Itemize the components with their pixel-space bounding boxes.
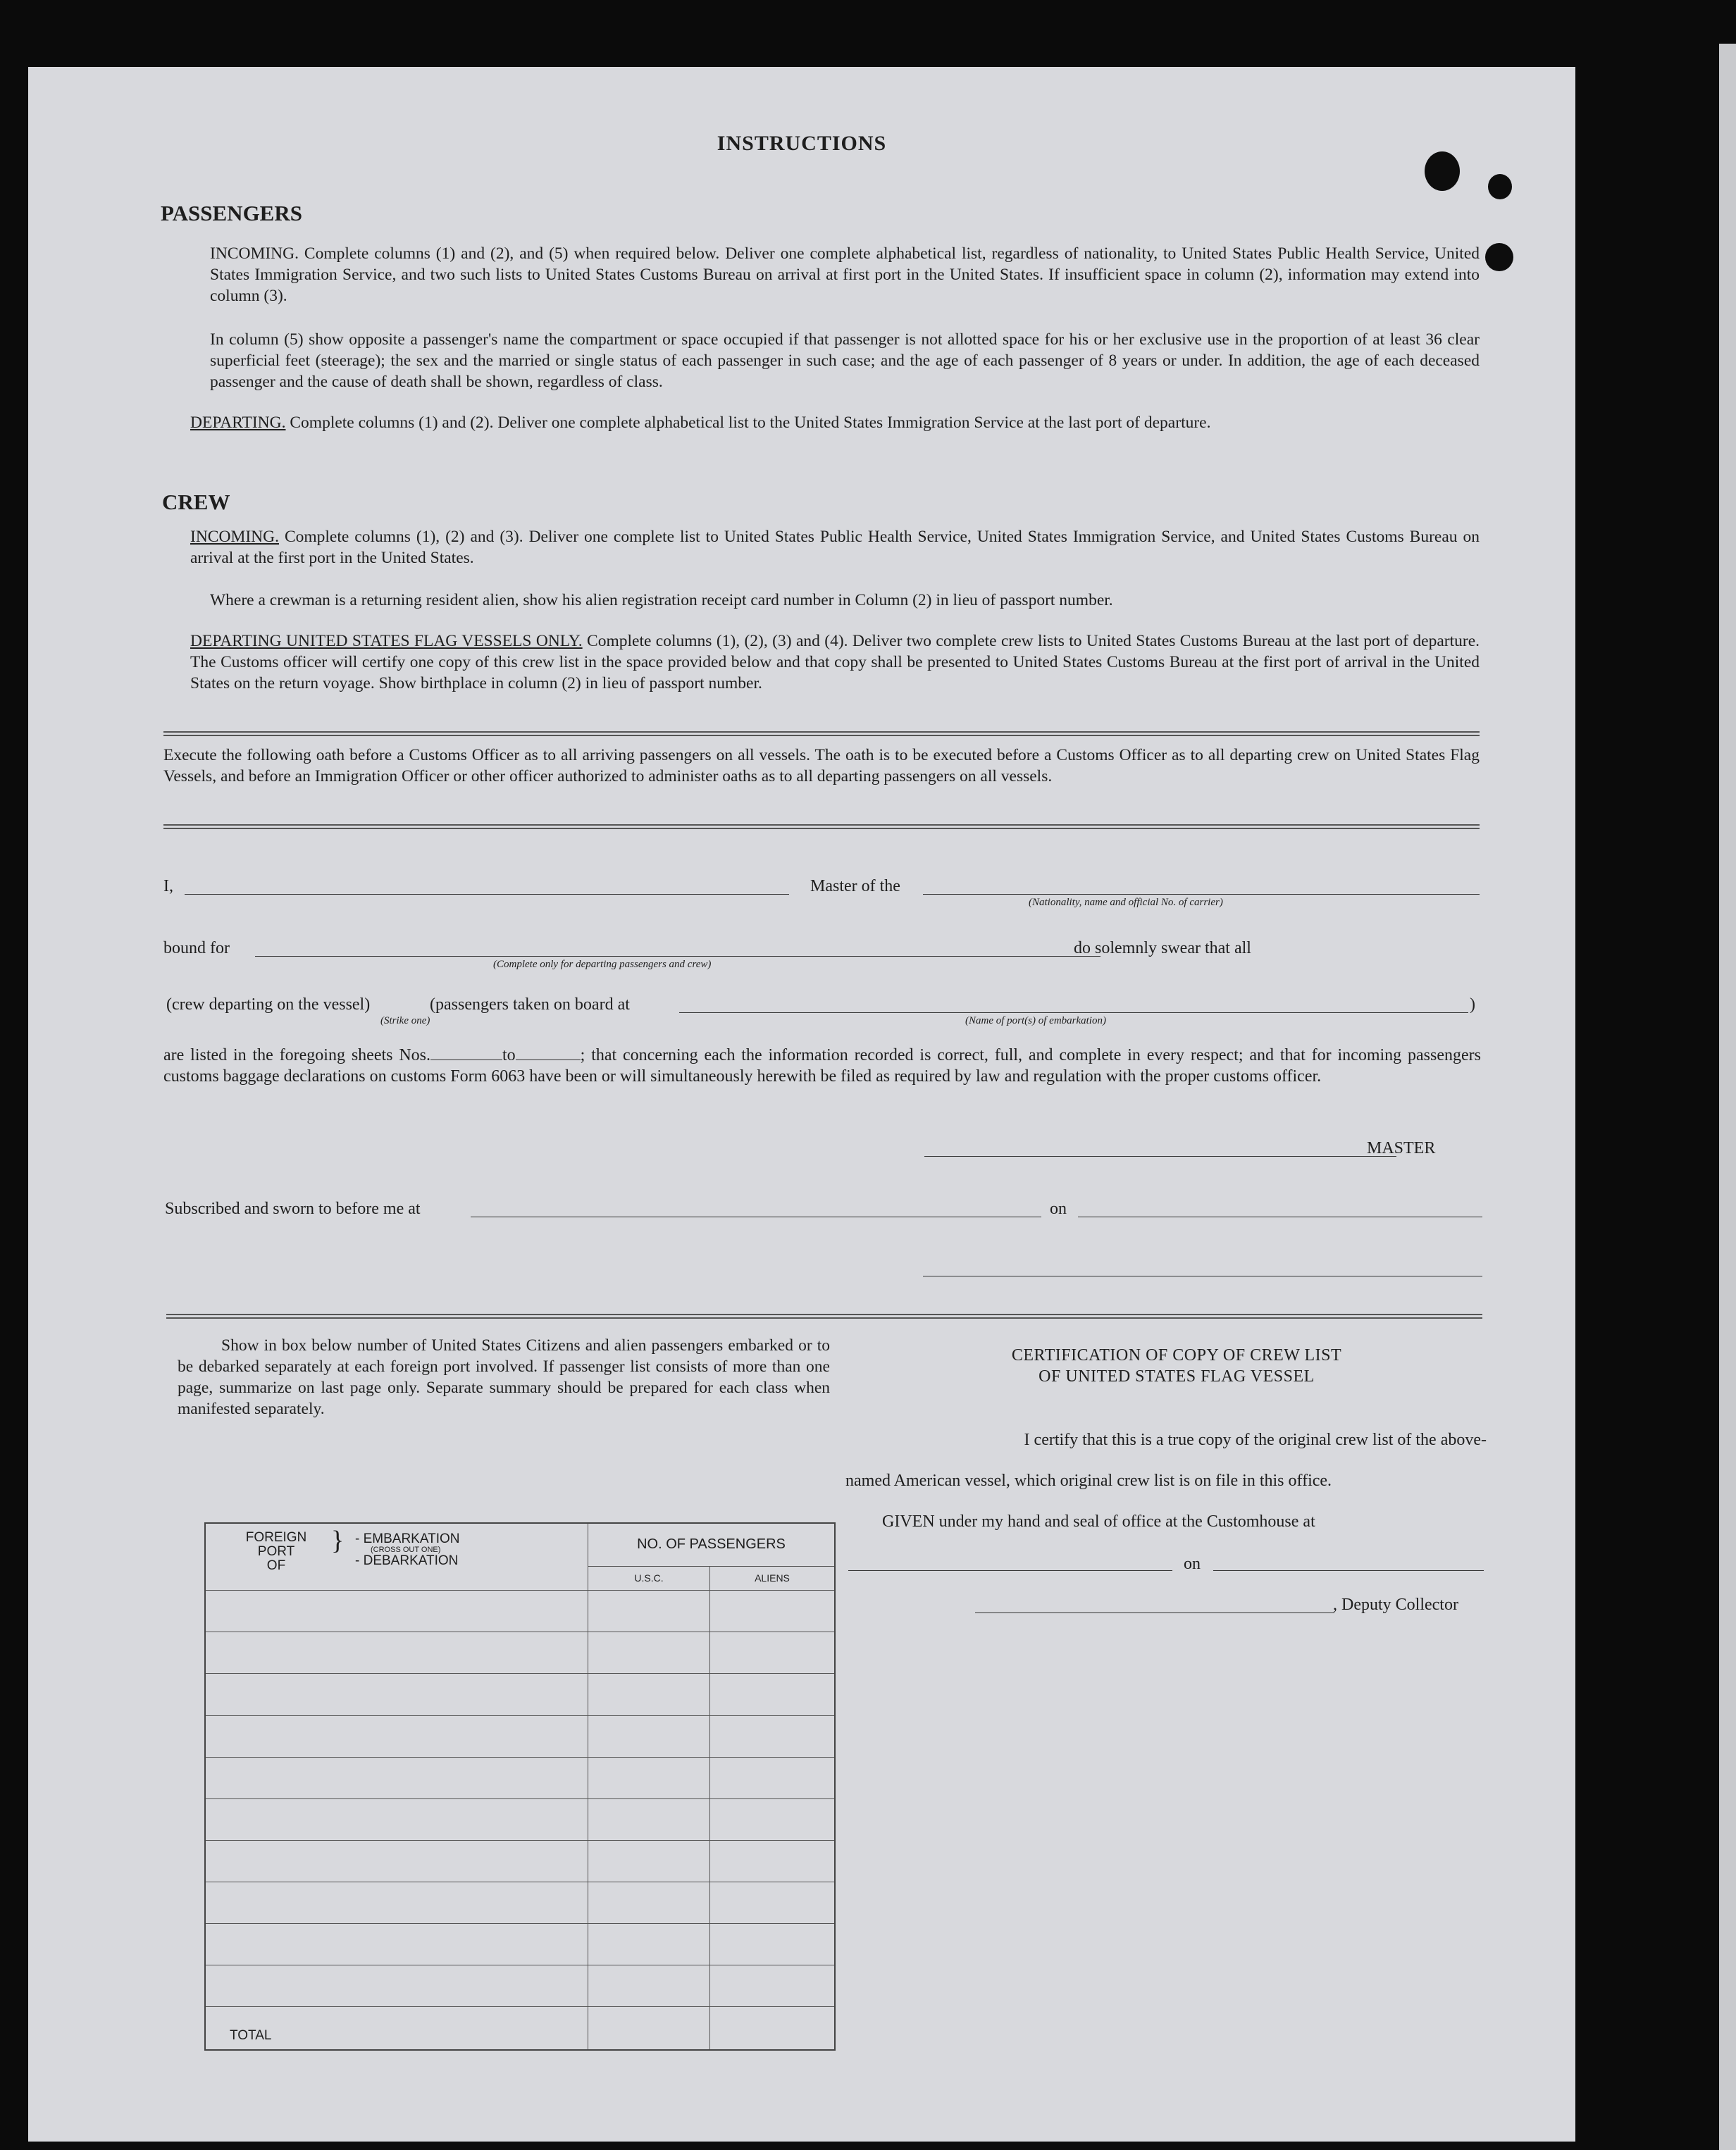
total-label: TOTAL bbox=[205, 2007, 588, 2050]
oath-swear: do solemnly swear that all bbox=[1074, 939, 1251, 957]
crew-incoming-label: INCOMING. bbox=[190, 528, 279, 546]
oath-intro-paragraph: Execute the following oath before a Customs Officer as to all arriving passengers on all vessels. The oath is to be executed before a Customs Officer as to all departing crew on United States Flag Vessels, and before an Immigration Officer or other officer authorized to administer oaths as to all departing passengers on all vessels. bbox=[163, 746, 1480, 785]
ink-blot bbox=[1425, 151, 1460, 191]
aliens-cell[interactable] bbox=[710, 1882, 836, 1923]
usc-cell[interactable] bbox=[588, 1840, 710, 1882]
port-cell[interactable] bbox=[205, 1591, 588, 1632]
passengers-departing-text: Complete columns (1) and (2). Deliver one complete alphabetical list to the United States Immigration Service at the last port of departure. bbox=[290, 414, 1211, 432]
scan-edge bbox=[1719, 44, 1736, 2150]
aliens-header: ALIENS bbox=[710, 1566, 836, 1591]
table-row bbox=[205, 1965, 835, 2007]
subscribed-on: on bbox=[1050, 1200, 1067, 1218]
usc-cell[interactable] bbox=[588, 1591, 710, 1632]
usc-cell[interactable] bbox=[588, 1965, 710, 2007]
customhouse-field[interactable] bbox=[848, 1570, 1172, 1571]
listed-part-b: ; that concerning each the information recorded is correct, full, and complete in every respect; and that for incoming passengers customs baggage declarations on customs Form 6063 have been or will simultaneously herewith be filed as required by law and regulation with the proper customs officer. bbox=[163, 1046, 1481, 1086]
nationality-caption: (Nationality, name and official No. of carrier) bbox=[1029, 897, 1223, 908]
aliens-cell[interactable] bbox=[710, 1965, 836, 2007]
aliens-cell[interactable] bbox=[710, 1840, 836, 1882]
aliens-cell[interactable] bbox=[710, 1591, 836, 1632]
passengers-incoming-text: Complete columns (1) and (2), and (5) when required below. Deliver one complete alphabetical list, regardless of nationality, to United States Public Health Service, United States Immigration Service, and two such lists to United States Customs Bureau on arrival at first port in the United States. If insufficient space in column (2), information may extend into column (3). bbox=[210, 244, 1480, 305]
total-row bbox=[205, 2007, 835, 2050]
table-row bbox=[205, 1882, 835, 1923]
ink-blot bbox=[1485, 243, 1513, 271]
table-row bbox=[205, 1840, 835, 1882]
carrier-field[interactable] bbox=[923, 894, 1480, 895]
usc-total-cell[interactable] bbox=[588, 2007, 710, 2050]
crew-incoming-text: Complete columns (1), (2) and (3). Deliver one complete list to United States Public Health Service, United States Immigration Service, and United States Customs Bureau on arrival at the first port in the United States. bbox=[190, 528, 1480, 567]
port-cell[interactable] bbox=[205, 1674, 588, 1715]
aliens-cell[interactable] bbox=[710, 1798, 836, 1840]
no-of-passengers-header: NO. OF PASSENGERS bbox=[588, 1523, 836, 1566]
master-name-field[interactable] bbox=[185, 894, 789, 895]
table-row bbox=[205, 1798, 835, 1840]
oath-passengers-taken: (passengers taken on board at bbox=[430, 995, 630, 1014]
document-page bbox=[28, 67, 1575, 2142]
strike-one-caption: (Strike one) bbox=[380, 1015, 430, 1026]
port-label: PORT bbox=[257, 1544, 295, 1559]
passenger-summary-table bbox=[204, 1522, 836, 2051]
port-cell[interactable] bbox=[205, 1924, 588, 1965]
bound-for-caption: (Complete only for departing passengers and crew) bbox=[493, 959, 712, 970]
section-separator bbox=[163, 824, 1480, 829]
port-cell[interactable] bbox=[205, 1715, 588, 1757]
aliens-total-cell[interactable] bbox=[710, 2007, 836, 2050]
certification-title bbox=[895, 1345, 1458, 1387]
table-row bbox=[205, 1715, 835, 1757]
table-row bbox=[205, 1632, 835, 1674]
port-cell[interactable] bbox=[205, 1798, 588, 1840]
usc-cell[interactable] bbox=[588, 1924, 710, 1965]
foreign-label: FOREIGN bbox=[245, 1530, 307, 1545]
page-title: INSTRUCTIONS bbox=[717, 132, 887, 155]
certification-on: on bbox=[1184, 1555, 1201, 1573]
of-label: OF bbox=[266, 1558, 286, 1573]
port-cell[interactable] bbox=[205, 1757, 588, 1798]
passengers-departing-label: DEPARTING. bbox=[190, 414, 286, 432]
ports-field[interactable] bbox=[679, 1012, 1468, 1013]
master-signature-field[interactable] bbox=[924, 1156, 1396, 1157]
ink-blot bbox=[1488, 174, 1512, 199]
oath-i-label: I, bbox=[163, 877, 173, 895]
deputy-signature-field[interactable] bbox=[975, 1612, 1334, 1613]
certification-title-line-1: CERTIFICATION OF COPY OF CREW LIST bbox=[1011, 1346, 1342, 1365]
passengers-departing-paragraph bbox=[190, 412, 1480, 433]
certify-line-2: named American vessel, which original crew list is on file in this office. bbox=[845, 1472, 1332, 1490]
debarkation-option[interactable]: - DEBARKATION bbox=[355, 1553, 459, 1568]
listed-part-a: are listed in the foregoing sheets Nos. bbox=[163, 1046, 430, 1064]
aliens-cell[interactable] bbox=[710, 1674, 836, 1715]
cross-out-note: (CROSS OUT ONE) bbox=[371, 1546, 441, 1554]
oath-master-of-the: Master of the bbox=[810, 877, 900, 895]
certify-line-1: I certify that this is a true copy of the original crew list of the above- bbox=[1024, 1431, 1487, 1449]
embarkation-option[interactable]: - EMBARKATION bbox=[355, 1531, 460, 1546]
listed-to: to bbox=[502, 1046, 516, 1064]
port-cell[interactable] bbox=[205, 1965, 588, 2007]
oath-close-paren: ) bbox=[1470, 995, 1475, 1014]
usc-cell[interactable] bbox=[588, 1757, 710, 1798]
oath-bound-for: bound for bbox=[163, 939, 230, 957]
ports-caption: (Name of port(s) of embarkation) bbox=[965, 1015, 1106, 1026]
port-cell[interactable] bbox=[205, 1632, 588, 1674]
port-cell[interactable] bbox=[205, 1840, 588, 1882]
passengers-incoming-paragraph bbox=[210, 243, 1480, 306]
oath-listed-paragraph bbox=[163, 1045, 1481, 1087]
aliens-cell[interactable] bbox=[710, 1757, 836, 1798]
aliens-cell[interactable] bbox=[710, 1632, 836, 1674]
summary-instructions: Show in box below number of United States Citizens and alien passengers embarked or to be debarked separately at each foreign port involved. If passenger list consists of more than one page, summarize on last page only. Separate summary should be prepared for each class when manifested separately. bbox=[178, 1336, 830, 1418]
deputy-collector-label: , Deputy Collector bbox=[1333, 1596, 1458, 1614]
table-row bbox=[205, 1757, 835, 1798]
subscribed-label: Subscribed and sworn to before me at bbox=[165, 1200, 421, 1218]
crew-resident-paragraph: Where a crewman is a returning resident alien, show his alien registration receipt card number in Column (2) in lieu of passport number. bbox=[210, 591, 1113, 609]
brace-icon: } bbox=[331, 1526, 345, 1555]
table-row bbox=[205, 1674, 835, 1715]
usc-cell[interactable] bbox=[588, 1715, 710, 1757]
certification-date-field[interactable] bbox=[1213, 1570, 1484, 1571]
aliens-cell[interactable] bbox=[710, 1924, 836, 1965]
crew-departing-text: Complete columns (1), (2), (3) and (4). Deliver two complete crew lists to United States Customs Bureau at the last port of departure. The Customs officer will certify one copy of this crew list in the space provided below and that copy shall be presented to United States Customs Bureau at the first port of arrival in the United States on the return voyage. Show birthplace in column (2) in lieu of passport number. bbox=[190, 632, 1480, 692]
table-row bbox=[205, 1924, 835, 1965]
crew-departing-label: DEPARTING UNITED STATES FLAG VESSELS ONLY. bbox=[190, 632, 583, 650]
usc-cell[interactable] bbox=[588, 1798, 710, 1840]
usc-cell[interactable] bbox=[588, 1632, 710, 1674]
port-cell[interactable] bbox=[205, 1882, 588, 1923]
passengers-heading: PASSENGERS bbox=[161, 201, 302, 225]
certification-title-line-2: OF UNITED STATES FLAG VESSEL bbox=[1038, 1367, 1315, 1386]
crew-incoming-paragraph bbox=[190, 526, 1480, 568]
usc-cell[interactable] bbox=[588, 1674, 710, 1715]
section-separator bbox=[163, 731, 1480, 736]
usc-header: U.S.C. bbox=[588, 1566, 710, 1591]
master-label: MASTER bbox=[1367, 1139, 1436, 1157]
section-separator bbox=[166, 1314, 1482, 1319]
passengers-incoming-label: INCOMING. bbox=[210, 244, 299, 263]
crew-heading: CREW bbox=[162, 490, 230, 514]
bound-for-field[interactable] bbox=[255, 956, 1100, 957]
passengers-column5-paragraph: In column (5) show opposite a passenger's name the compartment or space occupied if that passenger is not allotted space for his or her exclusive use in the proportion of at least 36 clear superficial feet (steerage); the sex and the married or single status of each passenger in such case; and the age of each passenger of 8 years or under. In addition, the age of each deceased passenger and the cause of death shall be shown, regardless of class. bbox=[210, 330, 1480, 391]
aliens-cell[interactable] bbox=[710, 1715, 836, 1757]
oath-crew-departing: (crew departing on the vessel) bbox=[166, 995, 371, 1014]
table-row bbox=[205, 1591, 835, 1632]
given-line: GIVEN under my hand and seal of office at the Customhouse at bbox=[882, 1512, 1315, 1531]
foreign-port-header bbox=[205, 1523, 588, 1591]
usc-cell[interactable] bbox=[588, 1882, 710, 1923]
crew-departing-paragraph bbox=[190, 630, 1480, 694]
